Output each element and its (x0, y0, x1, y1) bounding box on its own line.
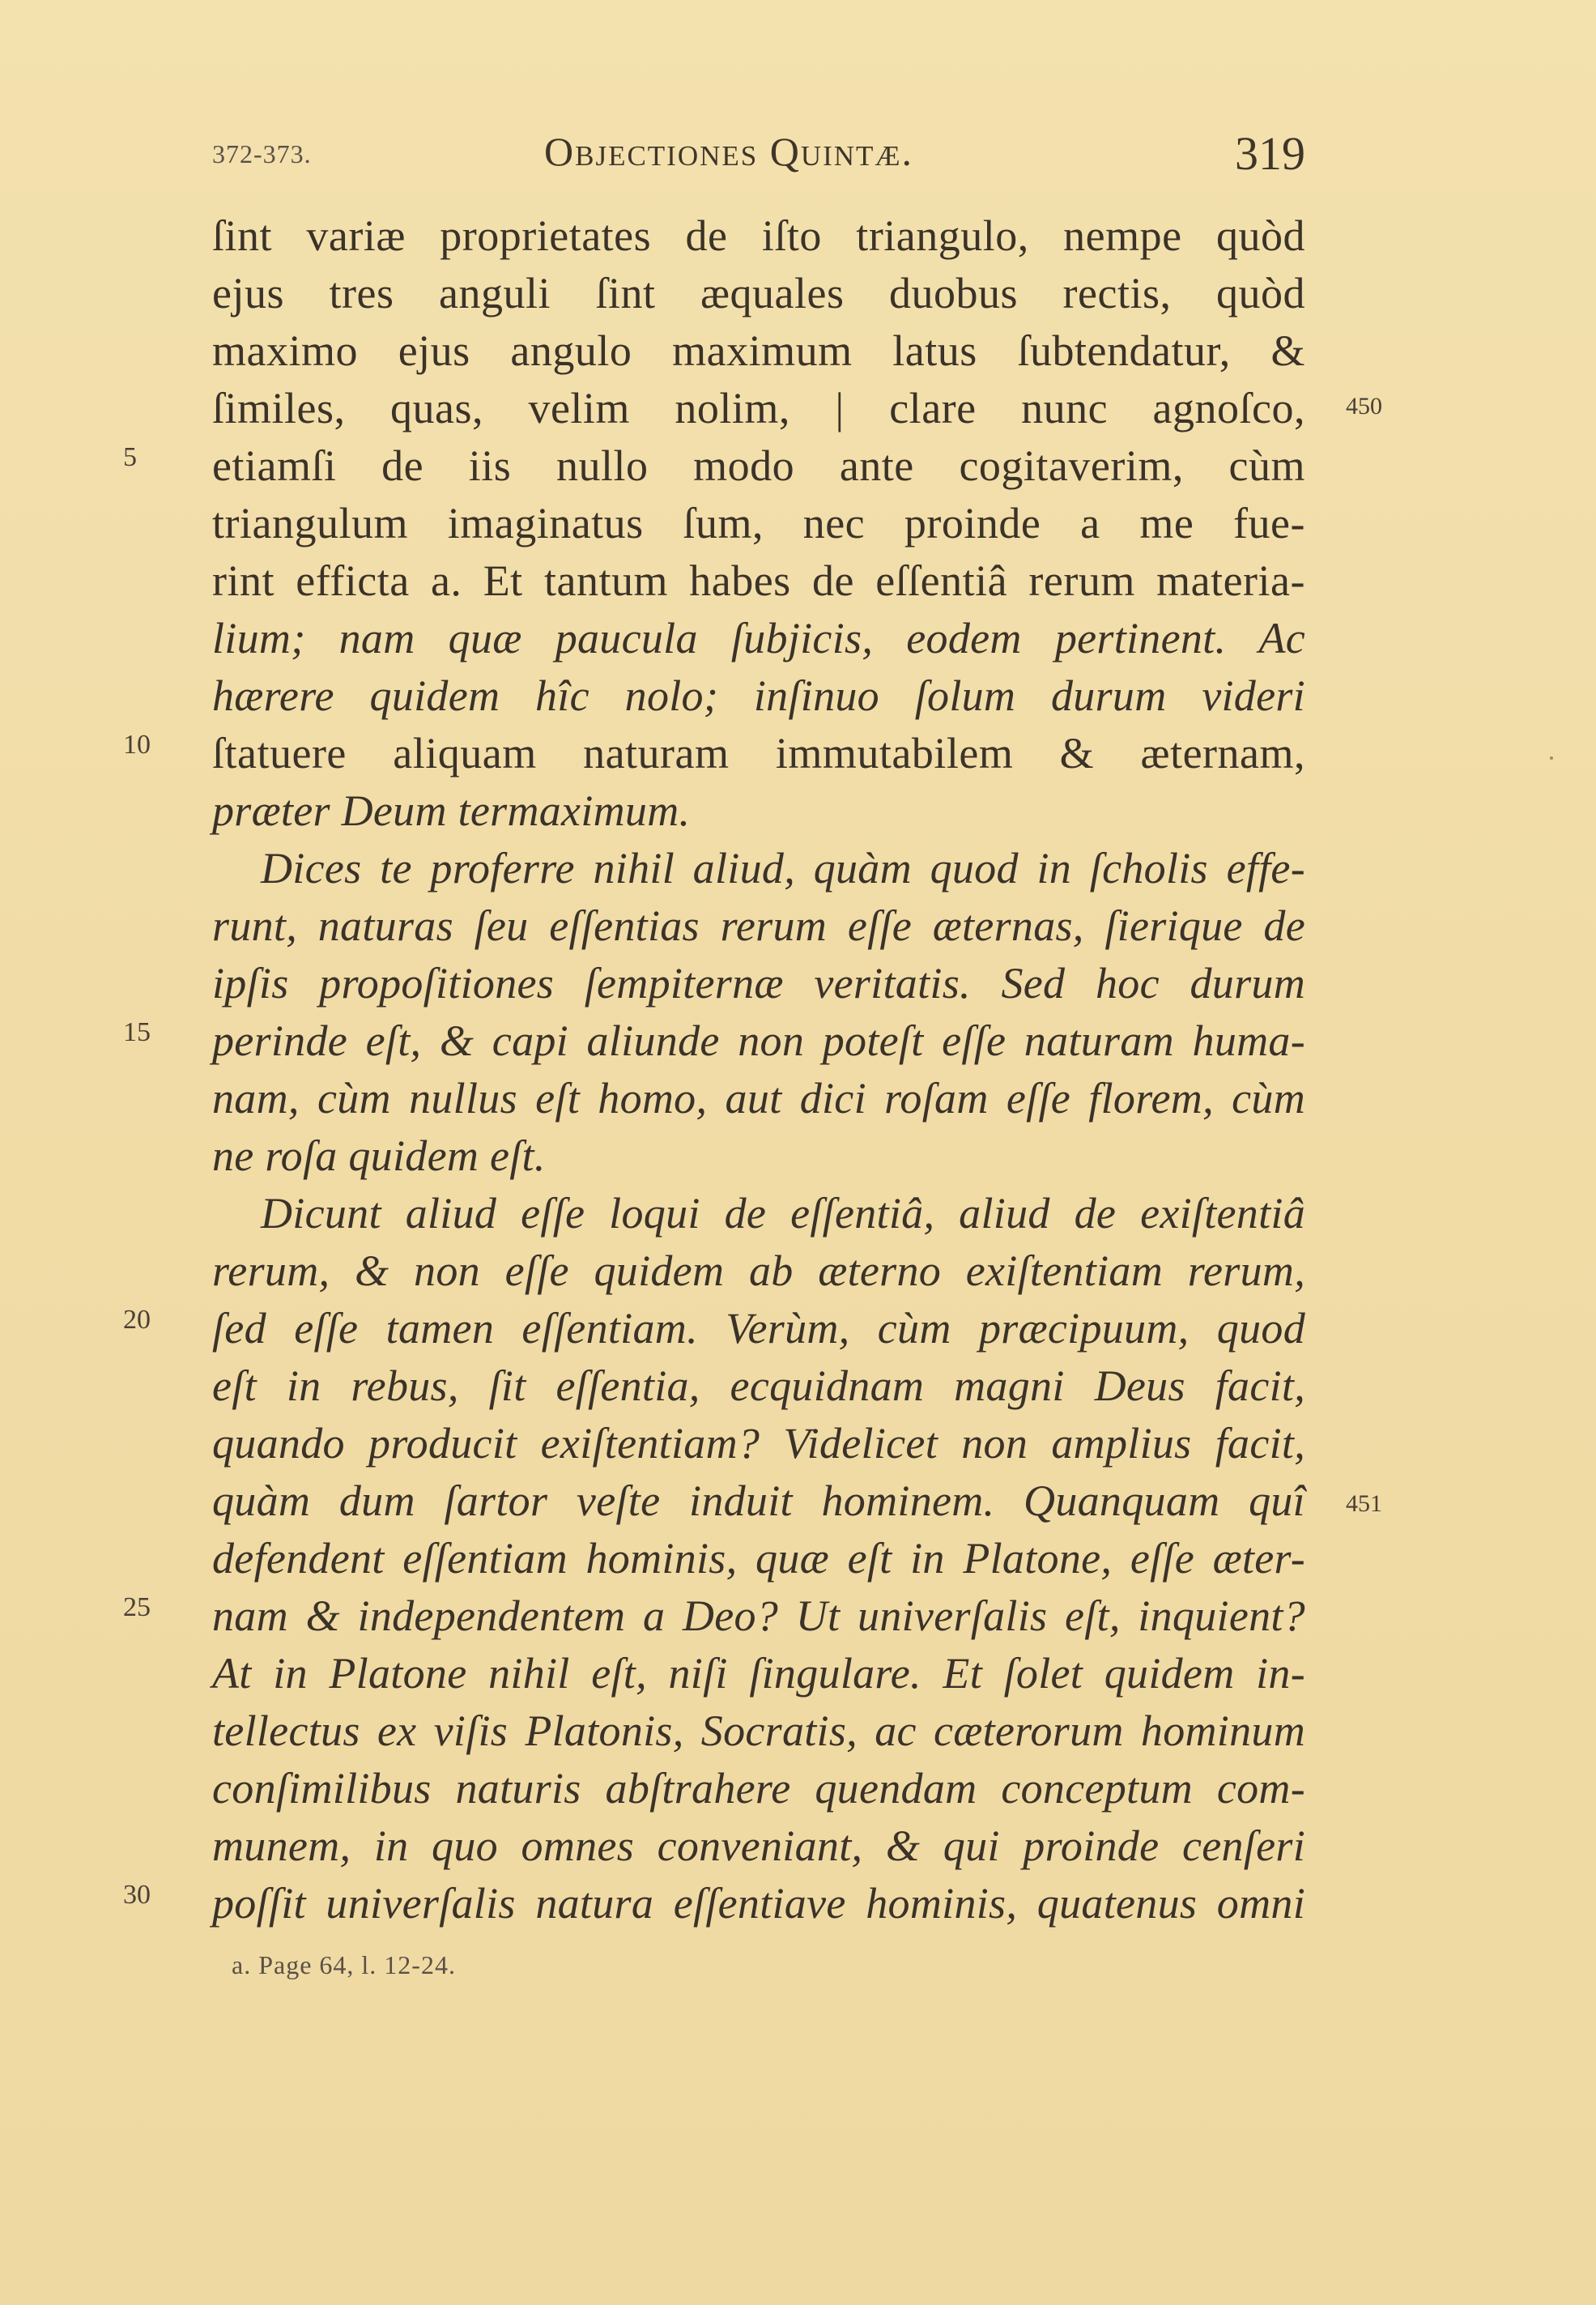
text-line: lium; nam quæ paucula ſubjicis, eodem pertinent. Ac (212, 614, 1305, 663)
text-line: ſint variæ proprietates de iſto triangulo, nempe quòd (212, 211, 1305, 260)
text-line: runt, naturas ſeu eſſentias rerum eſſe æternas, ſierique de (212, 901, 1305, 950)
page-reference: 372-373. (212, 139, 312, 168)
text-line: perinde eſt, & capi aliunde non poteſt eſſe naturam huma- (212, 1016, 1305, 1065)
text-line: maximo ejus angulo maximum latus ſubtendatur, & (212, 326, 1305, 375)
text-line: nam & independentem a Deo? Ut univerſalis eſt, inquient? (212, 1591, 1305, 1640)
footnote: a. Page 64, l. 12-24. (232, 1950, 456, 1979)
text-line: defendent eſſentiam hominis, quæ eſt in Platone, eſſe æter- (212, 1534, 1305, 1583)
text-line: rerum, & non eſſe quidem ab æterno exiſtentiam rerum, (212, 1246, 1305, 1295)
text-line: præter Deum termaximum. (212, 786, 691, 835)
text-line: rint efficta a. Et tantum habes de eſſentiâ rerum materia- (212, 556, 1305, 605)
line-number: 10 (123, 730, 151, 760)
text-line: ſimiles, quas, velim nolim, | clare nunc agnoſco, (212, 384, 1305, 432)
margin-page-number: 450 (1346, 393, 1382, 420)
text-line: Dices te proferre nihil aliud, quàm quod in ſcholis effe- (261, 844, 1305, 893)
margin-page-number: 451 (1346, 1490, 1382, 1517)
text-line: ipſis propoſitiones ſempiternæ veritatis. Sed hoc durum (212, 959, 1305, 1008)
line-number: 5 (123, 442, 137, 472)
paper-speck (1550, 756, 1553, 760)
line-number: 20 (123, 1305, 151, 1335)
running-head (212, 128, 1305, 185)
page-number: 319 (1235, 127, 1305, 180)
text-line: ejus tres anguli ſint æquales duobus rectis, quòd (212, 269, 1305, 317)
line-number: 25 (123, 1592, 151, 1622)
text-line: conſimilibus naturis abſtrahere quendam conceptum com- (212, 1764, 1305, 1813)
line-number: 30 (123, 1880, 151, 1910)
text-line: ſtatuere aliquam naturam immutabilem & æternam, (212, 729, 1305, 778)
text-line: ne roſa quidem eſt. (212, 1131, 546, 1180)
line-number: 15 (123, 1017, 151, 1047)
text-line: quando producit exiſtentiam? Videlicet non amplius facit, (212, 1419, 1305, 1468)
text-line: tellectus ex viſis Platonis, Socratis, ac cæterorum hominum (212, 1706, 1305, 1755)
body-text (212, 207, 1305, 1932)
text-line: munem, in quo omnes conveniant, & qui proinde cenſeri (212, 1821, 1305, 1870)
text-line: ſed eſſe tamen eſſentiam. Verùm, cùm præcipuum, quod (212, 1304, 1305, 1353)
running-title: Objectiones Quintæ. (544, 129, 914, 174)
text-line: At in Platone nihil eſt, niſi ſingulare. Et ſolet quidem in- (212, 1649, 1305, 1698)
text-line: poſſit univerſalis natura eſſentiave hominis, quatenus omni (212, 1879, 1305, 1928)
text-line: etiamſi de iis nullo modo ante cogitaverim, cùm (212, 441, 1305, 490)
text-line: eſt in rebus, ſit eſſentia, ecquidnam magni Deus facit, (212, 1361, 1305, 1410)
text-line: nam, cùm nullus eſt homo, aut dici roſam eſſe florem, cùm (212, 1074, 1305, 1123)
text-line: Dicunt aliud eſſe loqui de eſſentiâ, aliud de exiſtentiâ (261, 1189, 1305, 1238)
text-line: triangulum imaginatus ſum, nec proinde a me fue- (212, 499, 1305, 547)
text-line: quàm dum ſartor veſte induit hominem. Quanquam quî (212, 1476, 1305, 1525)
text-line: hærere quidem hîc nolo; inſinuo ſolum durum videri (212, 671, 1305, 720)
